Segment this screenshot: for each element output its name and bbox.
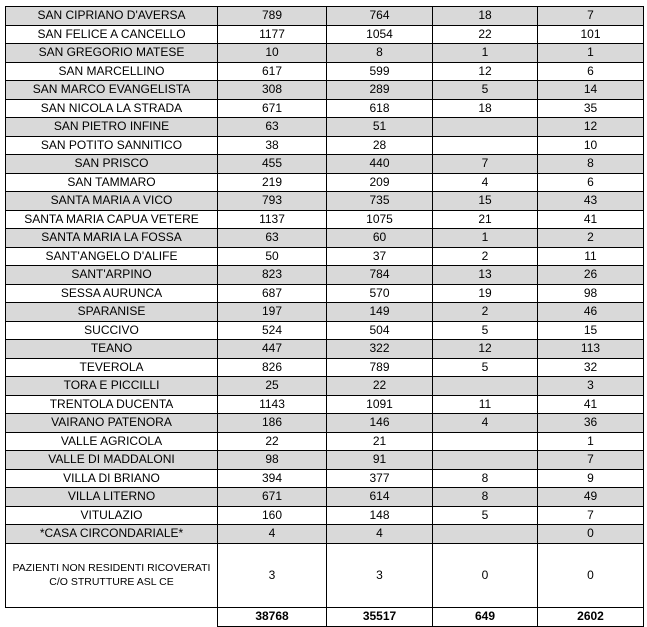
value-cell-4: 36 xyxy=(538,414,644,433)
value-cell-1: 1143 xyxy=(218,395,327,414)
municipality-cell: SAN POTITO SANNITICO xyxy=(6,136,218,155)
municipality-cell: SAN PIETRO INFINE xyxy=(6,118,218,137)
value-cell-1: 98 xyxy=(218,451,327,470)
municipality-cell: SESSA AURUNCA xyxy=(6,284,218,303)
table-row xyxy=(6,303,644,322)
value-cell-3: 1 xyxy=(433,229,538,248)
municipality-cell: VALLE DI MADDALONI xyxy=(6,451,218,470)
value-cell-1: 1177 xyxy=(218,25,327,44)
value-cell-2: 28 xyxy=(327,136,433,155)
value-cell-2: 3 xyxy=(327,543,433,607)
value-cell-2: 377 xyxy=(327,469,433,488)
value-cell-3: 5 xyxy=(433,506,538,525)
municipality-cell: SAN CIPRIANO D'AVERSA xyxy=(6,7,218,26)
municipality-cell: SAN TAMMARO xyxy=(6,173,218,192)
value-cell-3: 13 xyxy=(433,266,538,285)
value-cell-1: 22 xyxy=(218,432,327,451)
value-cell-1: 197 xyxy=(218,303,327,322)
value-cell-2: 322 xyxy=(327,340,433,359)
municipality-cell: SAN GREGORIO MATESE xyxy=(6,44,218,63)
value-cell-4: 15 xyxy=(538,321,644,340)
value-cell-2: 735 xyxy=(327,192,433,211)
value-cell-1: 394 xyxy=(218,469,327,488)
total-cell-2: 35517 xyxy=(327,607,433,626)
value-cell-4: 41 xyxy=(538,395,644,414)
value-cell-3 xyxy=(433,377,538,396)
value-cell-4: 0 xyxy=(538,525,644,544)
value-cell-4: 12 xyxy=(538,118,644,137)
value-cell-3: 2 xyxy=(433,303,538,322)
municipality-cell: SAN FELICE A CANCELLO xyxy=(6,25,218,44)
value-cell-3: 4 xyxy=(433,414,538,433)
value-cell-1: 25 xyxy=(218,377,327,396)
value-cell-2: 764 xyxy=(327,7,433,26)
table-row xyxy=(6,525,644,544)
value-cell-2: 440 xyxy=(327,155,433,174)
value-cell-4: 8 xyxy=(538,155,644,174)
value-cell-4: 14 xyxy=(538,81,644,100)
value-cell-3: 5 xyxy=(433,321,538,340)
value-cell-2: 60 xyxy=(327,229,433,248)
value-cell-3: 22 xyxy=(433,25,538,44)
table-row xyxy=(6,432,644,451)
value-cell-2: 148 xyxy=(327,506,433,525)
value-cell-2: 289 xyxy=(327,81,433,100)
municipality-cell: SANTA MARIA A VICO xyxy=(6,192,218,211)
municipality-cell: PAZIENTI NON RESIDENTI RICOVERATI C/O STRUTTURE ASL CE xyxy=(6,543,218,607)
table-row xyxy=(6,266,644,285)
municipality-cell: SAN NICOLA LA STRADA xyxy=(6,99,218,118)
value-cell-2: 570 xyxy=(327,284,433,303)
value-cell-4: 2 xyxy=(538,229,644,248)
municipality-cell: TEANO xyxy=(6,340,218,359)
table-body xyxy=(6,7,644,627)
totals-row xyxy=(6,607,644,626)
value-cell-1: 308 xyxy=(218,81,327,100)
table-row xyxy=(6,377,644,396)
value-cell-4: 43 xyxy=(538,192,644,211)
value-cell-2: 1054 xyxy=(327,25,433,44)
value-cell-1: 617 xyxy=(218,62,327,81)
value-cell-1: 447 xyxy=(218,340,327,359)
value-cell-1: 823 xyxy=(218,266,327,285)
table-row xyxy=(6,192,644,211)
table-row xyxy=(6,99,644,118)
value-cell-2: 51 xyxy=(327,118,433,137)
municipality-cell: TRENTOLA DUCENTA xyxy=(6,395,218,414)
municipality-cell: VILLA DI BRIANO xyxy=(6,469,218,488)
value-cell-4: 1 xyxy=(538,432,644,451)
value-cell-2: 789 xyxy=(327,358,433,377)
value-cell-1: 4 xyxy=(218,525,327,544)
value-cell-4: 11 xyxy=(538,247,644,266)
municipality-cell: SAN MARCO EVANGELISTA xyxy=(6,81,218,100)
value-cell-4: 6 xyxy=(538,62,644,81)
municipality-cell: VALLE AGRICOLA xyxy=(6,432,218,451)
totals-label-cell xyxy=(6,607,218,626)
table-row xyxy=(6,284,644,303)
table-row xyxy=(6,44,644,63)
value-cell-4: 49 xyxy=(538,488,644,507)
value-cell-4: 9 xyxy=(538,469,644,488)
value-cell-3: 8 xyxy=(433,488,538,507)
value-cell-1: 789 xyxy=(218,7,327,26)
table-row xyxy=(6,7,644,26)
table-row xyxy=(6,506,644,525)
value-cell-2: 209 xyxy=(327,173,433,192)
value-cell-2: 149 xyxy=(327,303,433,322)
table-row xyxy=(6,340,644,359)
value-cell-4: 32 xyxy=(538,358,644,377)
value-cell-4: 113 xyxy=(538,340,644,359)
value-cell-2: 8 xyxy=(327,44,433,63)
value-cell-3: 18 xyxy=(433,99,538,118)
value-cell-2: 146 xyxy=(327,414,433,433)
value-cell-3: 2 xyxy=(433,247,538,266)
value-cell-1: 455 xyxy=(218,155,327,174)
table-row xyxy=(6,136,644,155)
value-cell-3: 12 xyxy=(433,62,538,81)
municipality-cell: *CASA CIRCONDARIALE* xyxy=(6,525,218,544)
municipality-cell: TEVEROLA xyxy=(6,358,218,377)
table-row xyxy=(6,395,644,414)
value-cell-2: 599 xyxy=(327,62,433,81)
value-cell-3 xyxy=(433,432,538,451)
value-cell-1: 219 xyxy=(218,173,327,192)
table-row xyxy=(6,25,644,44)
value-cell-1: 160 xyxy=(218,506,327,525)
value-cell-1: 38 xyxy=(218,136,327,155)
table-row xyxy=(6,543,644,607)
municipality-cell: SUCCIVO xyxy=(6,321,218,340)
value-cell-1: 793 xyxy=(218,192,327,211)
value-cell-2: 4 xyxy=(327,525,433,544)
value-cell-3: 7 xyxy=(433,155,538,174)
value-cell-1: 63 xyxy=(218,118,327,137)
municipality-cell: SAN MARCELLINO xyxy=(6,62,218,81)
value-cell-3: 18 xyxy=(433,7,538,26)
value-cell-2: 618 xyxy=(327,99,433,118)
value-cell-3: 15 xyxy=(433,192,538,211)
value-cell-3: 0 xyxy=(433,543,538,607)
value-cell-1: 50 xyxy=(218,247,327,266)
value-cell-1: 826 xyxy=(218,358,327,377)
value-cell-2: 504 xyxy=(327,321,433,340)
value-cell-4: 41 xyxy=(538,210,644,229)
value-cell-3: 12 xyxy=(433,340,538,359)
value-cell-3 xyxy=(433,136,538,155)
value-cell-1: 10 xyxy=(218,44,327,63)
municipality-cell: VAIRANO PATENORA xyxy=(6,414,218,433)
value-cell-1: 671 xyxy=(218,488,327,507)
value-cell-2: 614 xyxy=(327,488,433,507)
value-cell-4: 3 xyxy=(538,377,644,396)
value-cell-4: 7 xyxy=(538,451,644,470)
value-cell-2: 21 xyxy=(327,432,433,451)
value-cell-1: 1137 xyxy=(218,210,327,229)
table-row xyxy=(6,210,644,229)
table-row xyxy=(6,247,644,266)
value-cell-1: 687 xyxy=(218,284,327,303)
table-row xyxy=(6,358,644,377)
municipality-cell: SANT'ARPINO xyxy=(6,266,218,285)
table-row xyxy=(6,451,644,470)
value-cell-1: 3 xyxy=(218,543,327,607)
value-cell-4: 10 xyxy=(538,136,644,155)
municipality-cell: VITULAZIO xyxy=(6,506,218,525)
value-cell-4: 98 xyxy=(538,284,644,303)
value-cell-3: 11 xyxy=(433,395,538,414)
value-cell-2: 37 xyxy=(327,247,433,266)
table-row xyxy=(6,173,644,192)
total-cell-4: 2602 xyxy=(538,607,644,626)
value-cell-4: 35 xyxy=(538,99,644,118)
covid-municipality-table xyxy=(5,6,644,627)
value-cell-1: 63 xyxy=(218,229,327,248)
municipality-cell: SANTA MARIA CAPUA VETERE xyxy=(6,210,218,229)
value-cell-4: 6 xyxy=(538,173,644,192)
value-cell-2: 1075 xyxy=(327,210,433,229)
value-cell-3: 5 xyxy=(433,358,538,377)
value-cell-2: 784 xyxy=(327,266,433,285)
value-cell-4: 1 xyxy=(538,44,644,63)
municipality-cell: SAN PRISCO xyxy=(6,155,218,174)
value-cell-2: 1091 xyxy=(327,395,433,414)
value-cell-1: 524 xyxy=(218,321,327,340)
value-cell-2: 91 xyxy=(327,451,433,470)
value-cell-3 xyxy=(433,118,538,137)
value-cell-1: 186 xyxy=(218,414,327,433)
value-cell-4: 7 xyxy=(538,506,644,525)
value-cell-2: 22 xyxy=(327,377,433,396)
value-cell-3: 1 xyxy=(433,44,538,63)
value-cell-1: 671 xyxy=(218,99,327,118)
table-row xyxy=(6,62,644,81)
total-cell-1: 38768 xyxy=(218,607,327,626)
municipality-cell: TORA E PICCILLI xyxy=(6,377,218,396)
municipality-cell: VILLA LITERNO xyxy=(6,488,218,507)
value-cell-3: 21 xyxy=(433,210,538,229)
value-cell-3: 8 xyxy=(433,469,538,488)
table-row xyxy=(6,414,644,433)
table-row xyxy=(6,488,644,507)
value-cell-4: 0 xyxy=(538,543,644,607)
table-row xyxy=(6,81,644,100)
municipality-cell: SANTA MARIA LA FOSSA xyxy=(6,229,218,248)
value-cell-4: 26 xyxy=(538,266,644,285)
value-cell-3: 5 xyxy=(433,81,538,100)
value-cell-3: 4 xyxy=(433,173,538,192)
table-row xyxy=(6,321,644,340)
table-row xyxy=(6,118,644,137)
table-row xyxy=(6,155,644,174)
table-row xyxy=(6,469,644,488)
table-row xyxy=(6,229,644,248)
total-cell-3: 649 xyxy=(433,607,538,626)
municipality-cell: SPARANISE xyxy=(6,303,218,322)
value-cell-3 xyxy=(433,525,538,544)
value-cell-4: 46 xyxy=(538,303,644,322)
value-cell-3: 19 xyxy=(433,284,538,303)
value-cell-3 xyxy=(433,451,538,470)
value-cell-4: 7 xyxy=(538,7,644,26)
municipality-cell: SANT'ANGELO D'ALIFE xyxy=(6,247,218,266)
value-cell-4: 101 xyxy=(538,25,644,44)
